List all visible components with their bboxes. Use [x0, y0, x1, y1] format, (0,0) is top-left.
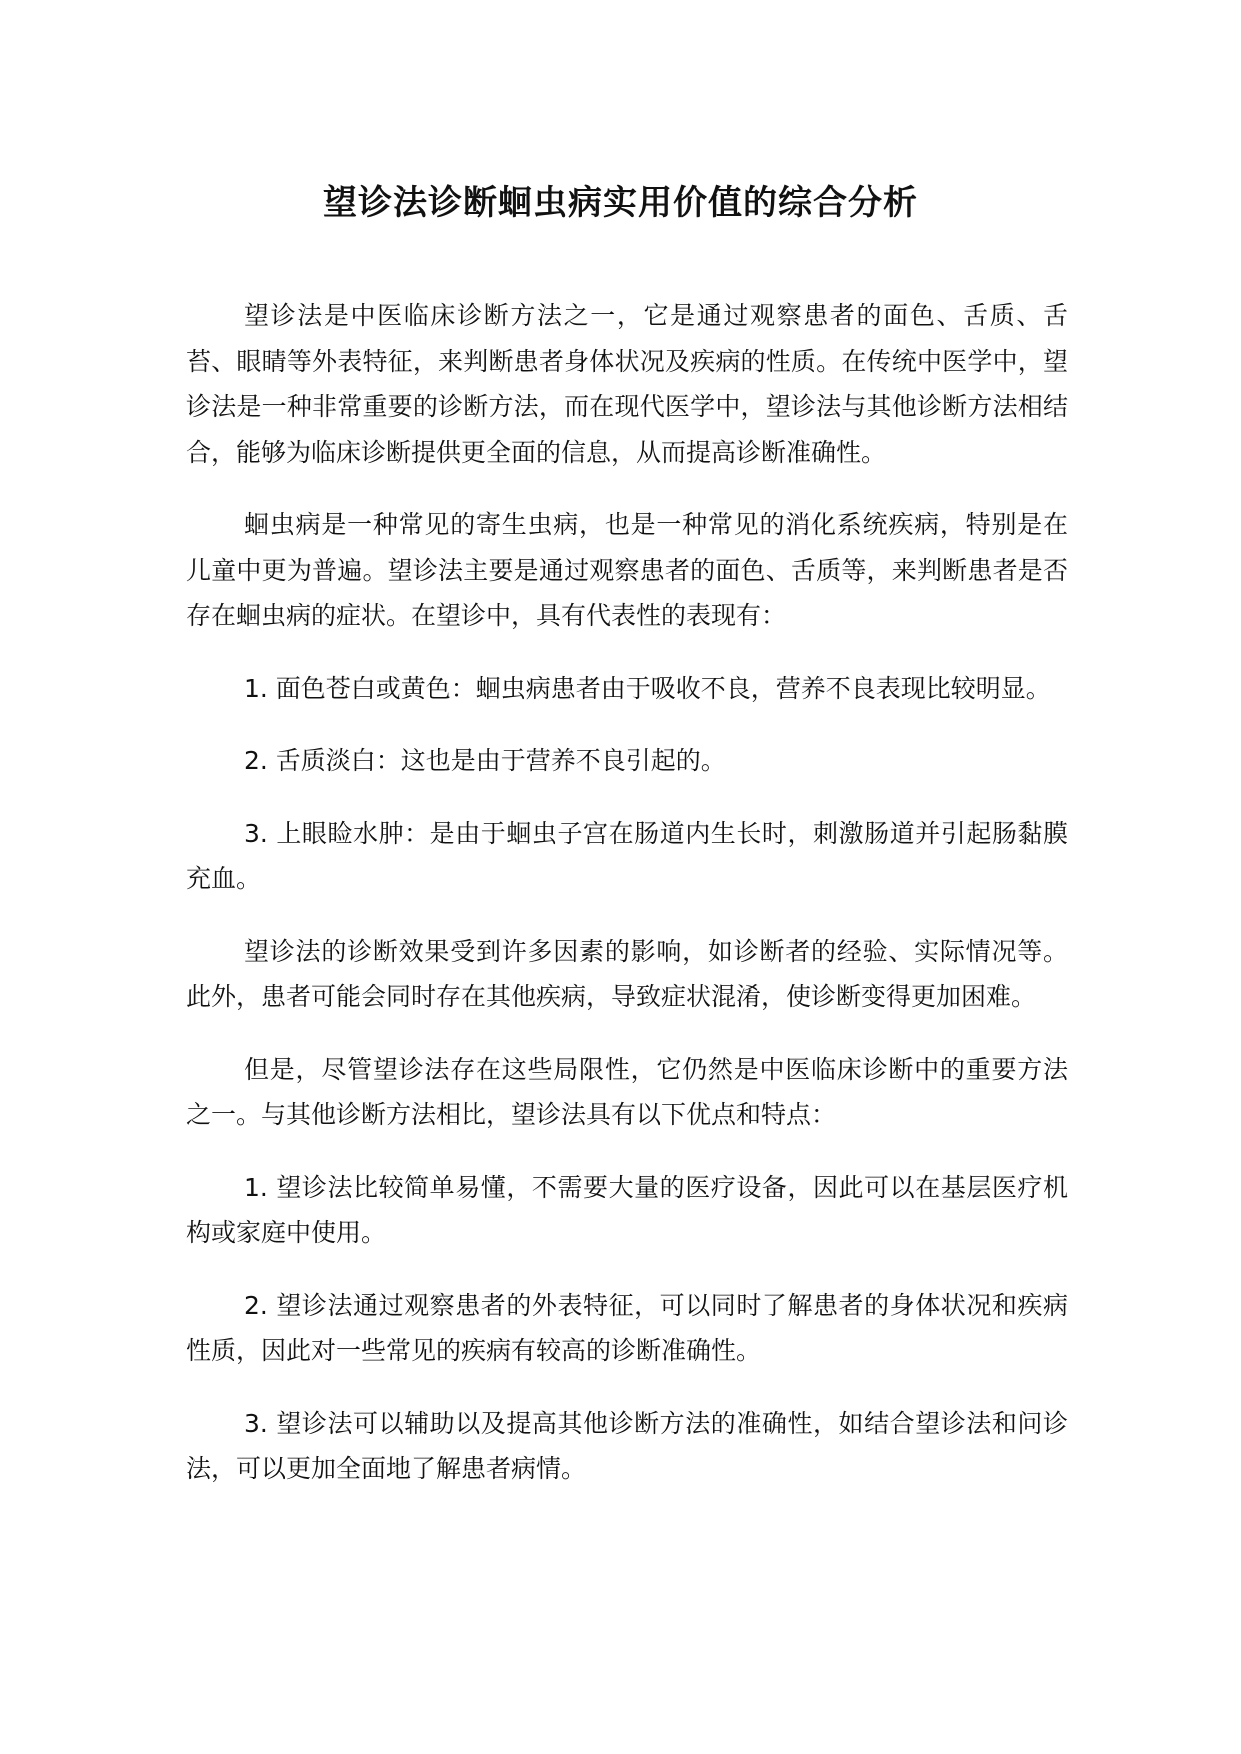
paragraph-advantages-intro: 但是，尽管望诊法存在这些局限性，它仍然是中医临床诊断中的重要方法之一。与其他诊断方法相比，望诊法具有以下优点和特点： — [186, 1054, 1068, 1129]
document-title: 望诊法诊断蛔虫病实用价值的综合分析 — [323, 183, 918, 223]
list-item-symptom-3: 3. 上眼睑水肿：是由于蛔虫子宫在肠道内生长时，刺激肠道并引起肠黏膜充血。 — [186, 818, 1068, 893]
list-item-advantage-2: 2. 望诊法通过观察患者的外表特征，可以同时了解患者的身体状况和疾病性质，因此对一些常见的疾病有较高的诊断准确性。 — [186, 1290, 1068, 1365]
list-item-symptom-1: 1. 面色苍白或黄色：蛔虫病患者由于吸收不良，营养不良表现比较明显。 — [244, 673, 1051, 703]
list-item-symptom-2: 2. 舌质淡白：这也是由于营养不良引起的。 — [244, 746, 726, 775]
list-item-advantage-3: 3. 望诊法可以辅助以及提高其他诊断方法的准确性，如结合望诊法和问诊法，可以更加全面地了解患者病情。 — [186, 1408, 1068, 1483]
paragraph-limitations: 望诊法的诊断效果受到许多因素的影响，如诊断者的经验、实际情况等。此外，患者可能会同时存在其他疾病，导致症状混淆，使诊断变得更加困难。 — [186, 936, 1068, 1011]
list-item-advantage-1: 1. 望诊法比较简单易懂，不需要大量的医疗设备，因此可以在基层医疗机构或家庭中使用。 — [186, 1172, 1068, 1247]
paragraph-intro: 望诊法是中医临床诊断方法之一，它是通过观察患者的面色、舌质、舌苔、眼睛等外表特征，来判断患者身体状况及疾病的性质。在传统中医学中，望诊法是一种非常重要的诊断方法，而在现代医学中，望诊法与其他诊断方法相结合，能够为临床诊断提供更全面的信息，从而提高诊断准确性。 — [186, 301, 1068, 467]
document-body — [186, 293, 1068, 1519]
paragraph-ascariasis: 蛔虫病是一种常见的寄生虫病，也是一种常见的消化系统疾病，特别是在儿童中更为普遍。望诊法主要是通过观察患者的面色、舌质等，来判断患者是否存在蛔虫病的症状。在望诊中，具有代表性的表现有： — [186, 510, 1068, 630]
